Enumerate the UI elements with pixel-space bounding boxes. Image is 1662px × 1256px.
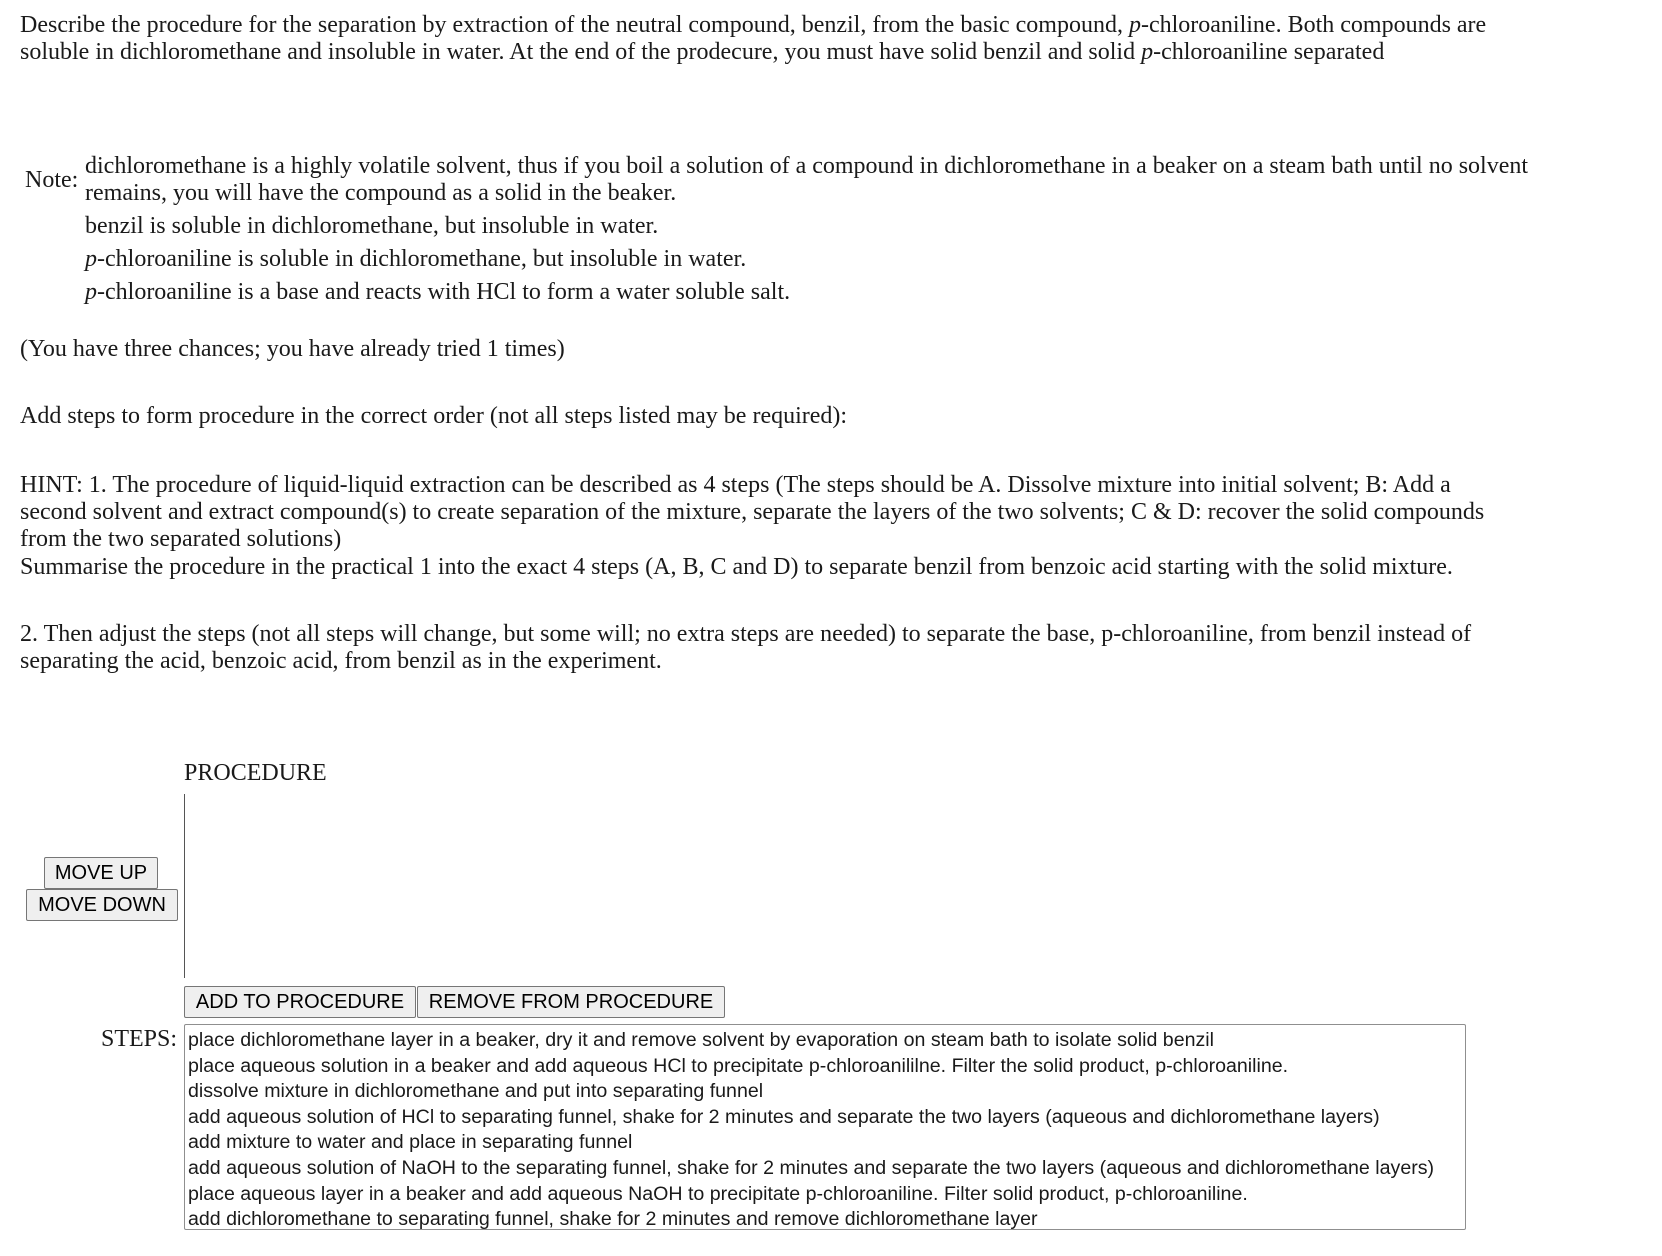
italic-p: p [85,246,97,272]
question-intro-part2: -chloroaniline. Both compounds are soluble in dichloromethane and insoluble in water. At the end of the prodecure, you must have solid benzil and solid [20,12,1487,65]
italic-p: p [1128,12,1141,38]
note-label: Note: [25,167,79,193]
step-option[interactable]: place aqueous layer in a beaker and add aqueous NaOH to precipitate p-chloroaniline. Filter solid product, p-chloroaniline. [188,1182,1248,1205]
hint-text: 2. Then adjust the steps (not all steps will change, but some will; no extra steps are needed) to separate the base, p-chloroaniline, from benzil instead of separating the acid, benzoic acid, from benzil as in the experiment. [20,621,1472,674]
step-option[interactable]: add mixture to water and place in separating funnel [188,1131,633,1154]
step-option[interactable]: dissolve mixture in dichloromethane and put into separating funnel [188,1080,764,1103]
hint-text: HINT: 1. The procedure of liquid-liquid extraction can be described as 4 steps (The steps should be A. Dissolve mixture into initial solvent; B: Add a second solvent and extract compound(s) to create separation of the mixture, separate the layers of the two solvents; C & D: recover the solid compounds from the two separated solutions) [20,472,1485,552]
question-intro [20,12,1520,66]
note-line-text: -chloroaniline is soluble in dichloromethane, but insoluble in water. [97,246,747,272]
note-line [85,246,1585,273]
move-up-button[interactable]: MOVE UP [44,857,158,889]
note-line-text: -chloroaniline is a base and reacts with HCl to form a water soluble salt. [97,279,791,305]
steps-list[interactable] [184,1024,1466,1230]
step-option[interactable]: place aqueous solution in a beaker and add aqueous HCl to precipitate p-chloroanililne. Filter the solid product, p-chloroaniline. [188,1054,1289,1077]
italic-p: p [85,279,97,305]
note-line [85,279,1585,306]
note-line: dichloromethane is a highly volatile solvent, thus if you boil a solution of a compound in dichloromethane in a beaker on a steam bath until no solvent remains, you will have the compound as a solid in the beaker. [85,153,1529,206]
step-option[interactable]: place dichloromethane layer in a beaker, dry it and remove solvent by evaporation on steam bath to isolate solid benzil [188,1029,1215,1051]
italic-p: p [1141,39,1154,65]
add-to-procedure-button[interactable]: ADD TO PROCEDURE [184,986,416,1018]
hint-text: Summarise the procedure in the practical 1 into the exact 4 steps (A, B, C and D) to separate benzil from benzoic acid starting with the solid mixture. [20,554,1453,580]
steps-label: STEPS: [101,1026,178,1052]
procedure-list[interactable] [184,794,185,978]
question-intro-part3: -chloroaniline separated [1153,39,1385,65]
remove-from-procedure-button[interactable]: REMOVE FROM PROCEDURE [417,986,725,1018]
move-down-button[interactable]: MOVE DOWN [26,889,178,921]
procedure-label: PROCEDURE [184,760,327,786]
attempts-text: (You have three chances; you have already tried 1 times) [20,336,565,362]
instruction-text: Add steps to form procedure in the correct order (not all steps listed may be required): [20,403,848,429]
step-option[interactable]: add aqueous solution of NaOH to the separating funnel, shake for 2 minutes and separate the two layers (aqueous and dichloromethane layers) [188,1156,1435,1179]
question-intro-part1: Describe the procedure for the separation by extraction of the neutral compound, benzil, from the basic compound, [20,12,1129,38]
note-line: benzil is soluble in dichloromethane, but insoluble in water. [85,213,659,239]
step-option[interactable]: add aqueous solution of HCl to separating funnel, shake for 2 minutes and separate the two layers (aqueous and dichloromethane layers) [188,1105,1380,1128]
step-option[interactable]: add dichloromethane to separating funnel, shake for 2 minutes and remove dichloromethane layer [188,1208,1038,1230]
